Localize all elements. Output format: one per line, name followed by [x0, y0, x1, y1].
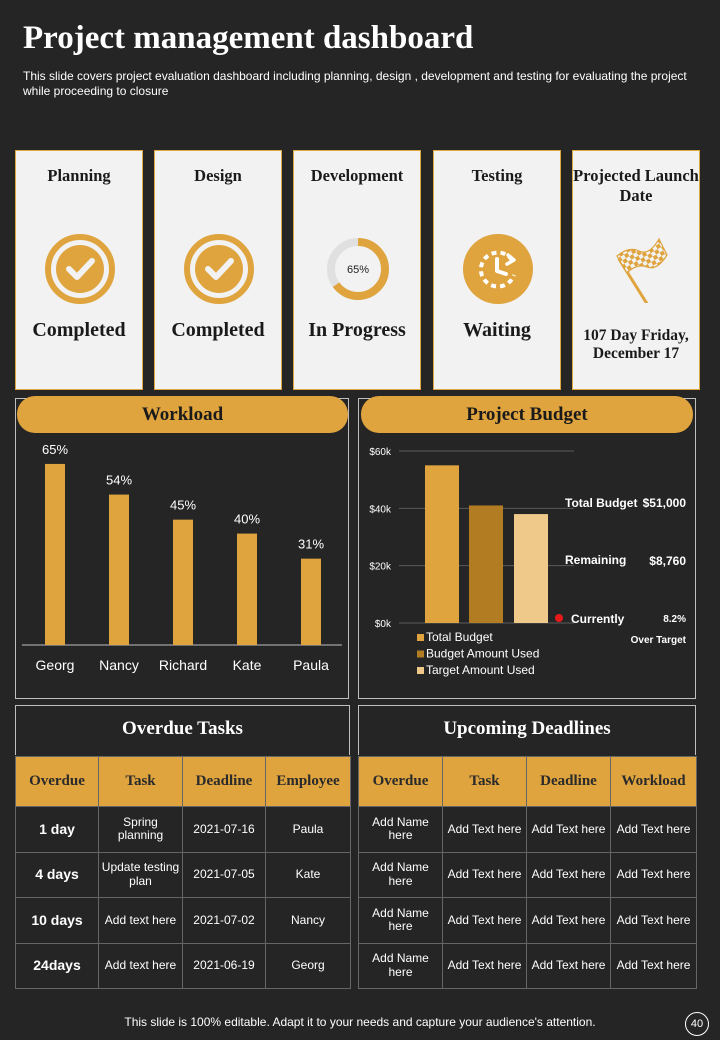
workload-category-label: Georg: [35, 657, 75, 673]
page-title: Project management dashboard: [23, 20, 474, 56]
workload-category-label: Paula: [293, 657, 329, 673]
name-cell: Add Name here: [359, 898, 443, 944]
progress-label: 65%: [346, 264, 370, 276]
y-tick-label: $0k: [374, 619, 391, 630]
overdue-cell: 4 days: [16, 852, 99, 898]
task-cell: Spring planning: [99, 807, 183, 853]
launch-date: 107 Day Friday, December 17: [583, 327, 689, 362]
currently-value: 8.2%: [663, 614, 686, 625]
task-cell: Add Text here: [443, 898, 527, 944]
workload-category-label: Richard: [158, 657, 208, 673]
header-deadline: Deadline: [183, 757, 266, 807]
deadline-cell: Add Text here: [527, 898, 611, 944]
table-row: [16, 898, 351, 944]
checkered-flag-icon: [601, 231, 673, 303]
task-cell: Add text here: [99, 943, 183, 989]
workload-value-label: 54%: [105, 472, 133, 488]
workload-bar: [45, 464, 65, 645]
header-task: Task: [99, 757, 183, 807]
table-row: [359, 807, 697, 853]
upcoming-title: Upcoming Deadlines: [443, 718, 611, 739]
remaining-label: Remaining: [565, 553, 627, 567]
task-cell: Update testing plan: [99, 852, 183, 898]
planning-card: [15, 150, 143, 390]
table-row: [359, 898, 697, 944]
clock-waiting-icon: [462, 233, 534, 305]
card-status: Completed: [32, 319, 126, 341]
overdue-cell: 10 days: [16, 898, 99, 944]
check-circle-icon: [183, 233, 255, 305]
employee-cell: Georg: [266, 943, 351, 989]
card-status: In Progress: [308, 319, 406, 341]
development-card: [293, 150, 421, 390]
name-cell: Add Name here: [359, 852, 443, 898]
design-card: [154, 150, 282, 390]
overdue-table: [15, 756, 351, 989]
upcoming-table: [358, 756, 697, 989]
budget-bar: [469, 505, 503, 623]
total-budget-label: Total Budget: [565, 496, 638, 510]
footer-text: This slide is 100% editable. Adapt it to your needs and capture your audience's attention.: [124, 1015, 596, 1029]
workload-cell: Add Text here: [611, 807, 697, 853]
table-row: [359, 852, 697, 898]
workload-bar: [237, 534, 257, 645]
table-row: [16, 852, 351, 898]
name-cell: Add Name here: [359, 807, 443, 853]
header-workload: Workload: [611, 757, 697, 807]
workload-chart: [16, 440, 348, 690]
deadline-cell: 2021-07-02: [183, 898, 266, 944]
workload-value-label: 45%: [169, 497, 197, 513]
budget-chart: [359, 440, 695, 695]
workload-bar: [173, 520, 193, 645]
legend-label: Budget Amount Used: [426, 646, 540, 661]
employee-cell: Kate: [266, 852, 351, 898]
header-task: Task: [443, 757, 527, 807]
legend-swatch: [417, 634, 424, 641]
workload-value-label: 65%: [41, 441, 69, 457]
card-title: Design: [194, 166, 242, 185]
budget-bar: [425, 465, 459, 623]
workload-category-label: Nancy: [99, 657, 139, 673]
deadline-cell: Add Text here: [527, 852, 611, 898]
workload-cell: Add Text here: [611, 898, 697, 944]
workload-cell: Add Text here: [611, 943, 697, 989]
deadline-cell: Add Text here: [527, 943, 611, 989]
legend-label: Total Budget: [426, 630, 493, 644]
card-title: Testing: [471, 166, 523, 185]
currently-label: Currently: [571, 612, 625, 626]
task-cell: Add text here: [99, 898, 183, 944]
overdue-title: Overdue Tasks: [122, 718, 243, 739]
workload-bar: [109, 495, 129, 645]
task-cell: Add Text here: [443, 943, 527, 989]
deadline-cell: 2021-07-16: [183, 807, 266, 853]
deadline-cell: 2021-06-19: [183, 943, 266, 989]
deadline-cell: Add Text here: [527, 807, 611, 853]
card-status: Completed: [171, 319, 265, 341]
card-title: Projected Launch Date: [573, 166, 699, 205]
budget-bar: [514, 514, 548, 623]
legend-label: Target Amount Used: [426, 663, 535, 677]
testing-card: [433, 150, 561, 390]
y-tick-label: $40k: [369, 504, 391, 516]
workload-category-label: Kate: [232, 657, 262, 673]
y-tick-label: $20k: [369, 561, 391, 573]
workload-value-label: 40%: [233, 511, 261, 527]
employee-cell: Paula: [266, 807, 351, 853]
legend-swatch: [417, 651, 424, 658]
workload-value-label: 31%: [297, 536, 325, 552]
over-target-label: Over Target: [630, 635, 686, 646]
overdue-cell: 24days: [16, 943, 99, 989]
table-row: [16, 807, 351, 853]
workload-cell: Add Text here: [611, 852, 697, 898]
card-title: Development: [310, 166, 404, 185]
total-budget-value: $51,000: [642, 496, 686, 510]
header-overdue: Overdue: [359, 757, 443, 807]
alert-dot-icon: [555, 614, 563, 622]
budget-title: Project Budget: [361, 396, 693, 433]
page-number: 40: [685, 1012, 709, 1036]
workload-title: Workload: [17, 396, 348, 433]
y-tick-label: $60k: [369, 447, 391, 458]
task-cell: Add Text here: [443, 807, 527, 853]
donut-progress-icon: [322, 233, 394, 305]
task-cell: Add Text here: [443, 852, 527, 898]
card-status: Waiting: [463, 319, 531, 341]
remaining-value: $8,760: [649, 554, 686, 568]
launch-date-card: [572, 150, 700, 390]
employee-cell: Nancy: [266, 898, 351, 944]
overdue-cell: 1 day: [16, 807, 99, 853]
page-subtitle: This slide covers project evaluation dashboard including planning, design , development and testing for evaluating the project while proceeding to closure: [23, 69, 687, 98]
header-employee: Employee: [266, 757, 351, 807]
deadline-cell: 2021-07-05: [183, 852, 266, 898]
table-row: [16, 943, 351, 989]
workload-bar: [301, 559, 321, 645]
check-circle-icon: [44, 233, 116, 305]
table-row: [359, 943, 697, 989]
legend-swatch: [417, 667, 424, 674]
card-title: Planning: [47, 166, 111, 185]
name-cell: Add Name here: [359, 943, 443, 989]
header-overdue: Overdue: [16, 757, 99, 807]
header-deadline: Deadline: [527, 757, 611, 807]
